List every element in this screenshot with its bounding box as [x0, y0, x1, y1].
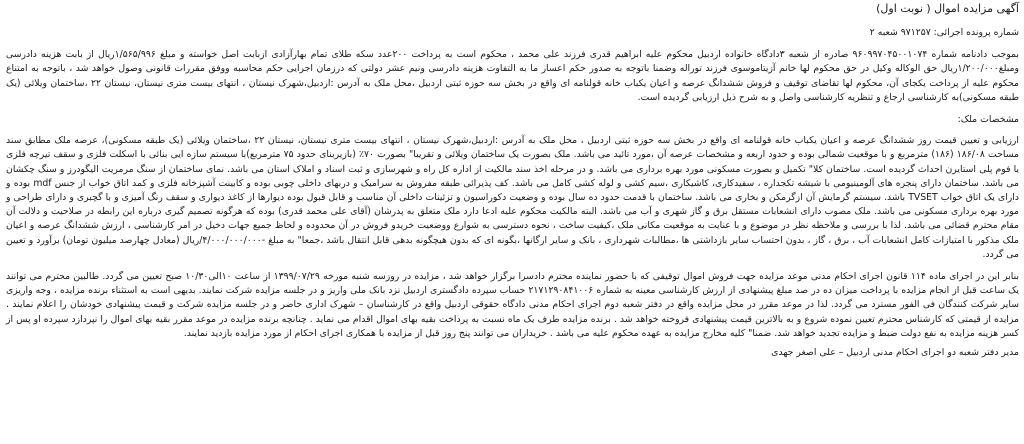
notice-title: آگهی مزایده اموال ( نوبت اول) [876, 2, 1019, 15]
property-specs-paragraph: ارزیابی و تعیین قیمت روز ششدانگ عرصه و اعیان یکباب خانه قولنامه ای واقع در بخش سه حوزه ثبتی اردبیل ، محل ملک به آدرس :اردبیل،شهرک نیستان ، انتهای بیست متری نیستان، نیستان ۲۲ ،ساختمان ویلائی (یک طبقه مسکونی)، عرصه ملک مطابق سند مساحت ۱۸۶/۰۸ (۱۸۶) مترمربع و با موقعیت شمالی بوده و حدود اربعه و مشخصات عرصه آن ،مورد تائید می باشد. ملک بصورت یک ساختمان ویلائی و تقریبا" بصورت ۷۰٪ (بازیربنای حدود ۷۵ مترمربع)با سیستم سازه ایی بنائی با اسکلت فلزی و سقف تیرچه فلزی یا فوم پلی استایرن احداث گردیده است. ساختمان کلا" تکمیل و بصورت مسکونی مورد بهره برداری می باشد. و در مرحله اخذ سند مالکیت از اداره کل راه و شهرسازی و ثبت اسناد و املاک استان می باشد. نمای ساختمان از سنگ مرمریت الیگودرز و سنگ چکشان می باشد. ساختمان دارای پنجره های آلومینیومی با شیشه تکجداره ، سفیدکاری، کاشیکاری ،سیم کشی و لوله کشی کامل می باشد. کف پذیرائی طبقه مفروش به سرامیک و دربهای داخلی چوبی بوده و کابینت آشپزخانه فلزی و کمد اتاق خواب از جنس mdf بوده و دارای یک اتاق خواب TVSET باشد. سیستم گرمایش آن ازگرمکن و بخاری می باشد. ساختمان با قدمت حدود ده سال بوده و وضعیت دکوراسیون و تزئینات داخلی آن مناسب و قابل قبول بوده دیوارها از کاغذ دیواری و سقف رنگ آمیزی و با گچبری و دارای طراحی و مورد بهره برداری مسکونی می باشد. ملک مصوب دارای انشعابات مستقل برق و گاز شهری و آب می باشد. البته مالکیت محکوم علیه ادعا دارد ملک متعلق به پدرشان (آقای علی محمد قدری) بوده که هرگونه تصمیم گیری درباره این رابطه در صلاحیت و دلالت آن مقام محترم قضائی می باشد. لذا با بررسی و ملاحظه نظر در موضوع و با عنایت به موقعیت مکانی ملک ،کیفیت ساخت ، نحوه دسترسی به شوارع ووضعیت خریدو فروش در آن محدوده و لحاظ جمیع جهات دخیل در امر کارشناسی ، ارزش ششدانگ عرصه و اعیان ملک مذکور با امتیازات کامل انشعابات آب ، برق ، گاز ، بدون احتساب سایر بازداشتی ها ،مطالبات شهرداری ، بانک و سایر ارگانها ،بگونه ای که بدون هیچگونه بدهی قابل انتقال باشد ،جمعا" به مبلغ -۴/۰۰۰/۰۰۰/۰۰۰/ریال (معادل چهارصد میلیون تومان) برآورد و تعیین می گردد. [6, 135, 1020, 260]
intro-paragraph: بموجب دادنامه شماره ۹۶۰۹۹۷۰۴۵۰۰۱۰۷۴ صادره از شعبه ۳دادگاه خانواده اردبیل محکوم علیه ابراهیم قدری فرزند علی محمد ، محکوم است به پرداخت ۲۰۰عدد سکه طلای تمام بهارآزادی ازبابت اصل خواسته و مبلغ ۱/۵۶۵/۹۹۶ریال از بابت هزینه دادرسی ومبلغ۱/۲۰۰/۰۰۰ریال حق الوکاله وکیل در حق محکوم لها خانم آزیتاموسوی فرزند توراله وضمنا باتوجه به صدور حکم اعسار ما به التفاوت هزینه دادرسی ونیم عشر دولتی که درزمان اجرایی حکم محاسبه ووفق مقررات قانونی وصول خواهد شد ، باتوجه به امتناع محکوم علیه از پرداخت یکجای آن، محکوم لها تقاضای توقیف و فروش ششدانگ عرصه و اعیان یکباب خانه قولنامه ای واقع در بخش سه حوزه ثبتی اردبیل ،محل ملک به آدرس :اردبیل،شهرک نیستان ، انتهای بیست متری نیستان، نیستان ۲۲ ،ساختمان ویلائی (یک طبقه مسکونی)به کارشناسی ارجاع و تنظریه کارشناسی واصل و به شرح ذیل ارزیابی گردیده است. [6, 49, 1019, 103]
auction-terms-paragraph: بنابر این در اجرای ماده ۱۱۴ قانون اجرای احکام مدنی موعد مزایده جهت فروش اموال توقیفی که با حضور نماینده محترم دادسرا برگزار خواهد شد ، مزایده در روزسه شنبه مورخه ۱۳۹۹/۰۷/۲۹ از ساعت ۱۰الی۱۰/۳۰ صبح تعیین می گردد. طالبین محترم می توانند یک ساعت قبل از انجام مزایده با پرداخت میزان ده در صد مبلغ پیشنهادی از ارزش کارشناسی معینه به شماره ۲۱۷۱۲۹۰۸۴۱۰۰۶ حساب سپرده دادگستری اردبیل نزد بانک ملی واریز و در جلسه مزایده شرکت نمایند. بدیهی است به استثناء برنده مزایده ، وجه واریزی سایر شرکت کنندگان فی الفور مسترد می گردد. لذا در موعد مقرر در محل مزایده واقع در دفتر شعبه دوم اجرای احکام مدنی دادگاه حقوقی اردبیل واقع در کارشناسان – شهرک اداری حاضر و در جلسه مزایده شرکت و قیمت پیشنهادی خودشان را اعلام نمایند . مزایده از قیمتی که کارشناس محترم تعیین نموده شروع و به بالاترین قیمت پیشنهادی فروخته خواهد شد . برنده مزایده طرف یک ماه نسبت به پرداخت بقیه بهای اموال اقدام می نماید . چنانچه برنده مزایده در موعد مقرر بقیه بهای اموال را نپردازد سپرده او پس از کسر هزینه مزایده به نفع دولت ضبط و مزایده تجدید خواهد شد. ضمنا" کلیه مخارج مزایده به عهده محکوم علیه می باشد . خریداران می توانند پنج روز قبل از مزایده با همکاری اجرای احکام از مورد مزایده بازدید نمایند. [6, 271, 1019, 339]
property-specs-heading: مشخصات ملک: [957, 114, 1019, 126]
case-number: شماره پرونده اجرائی: ۹۷۱۲۵۷ شعبه ۲ [869, 27, 1019, 38]
signature-line: مدیر دفتر شعبه دو اجرای احکام مدنی اردبیل – علی اصغر جهدی [771, 347, 1019, 359]
